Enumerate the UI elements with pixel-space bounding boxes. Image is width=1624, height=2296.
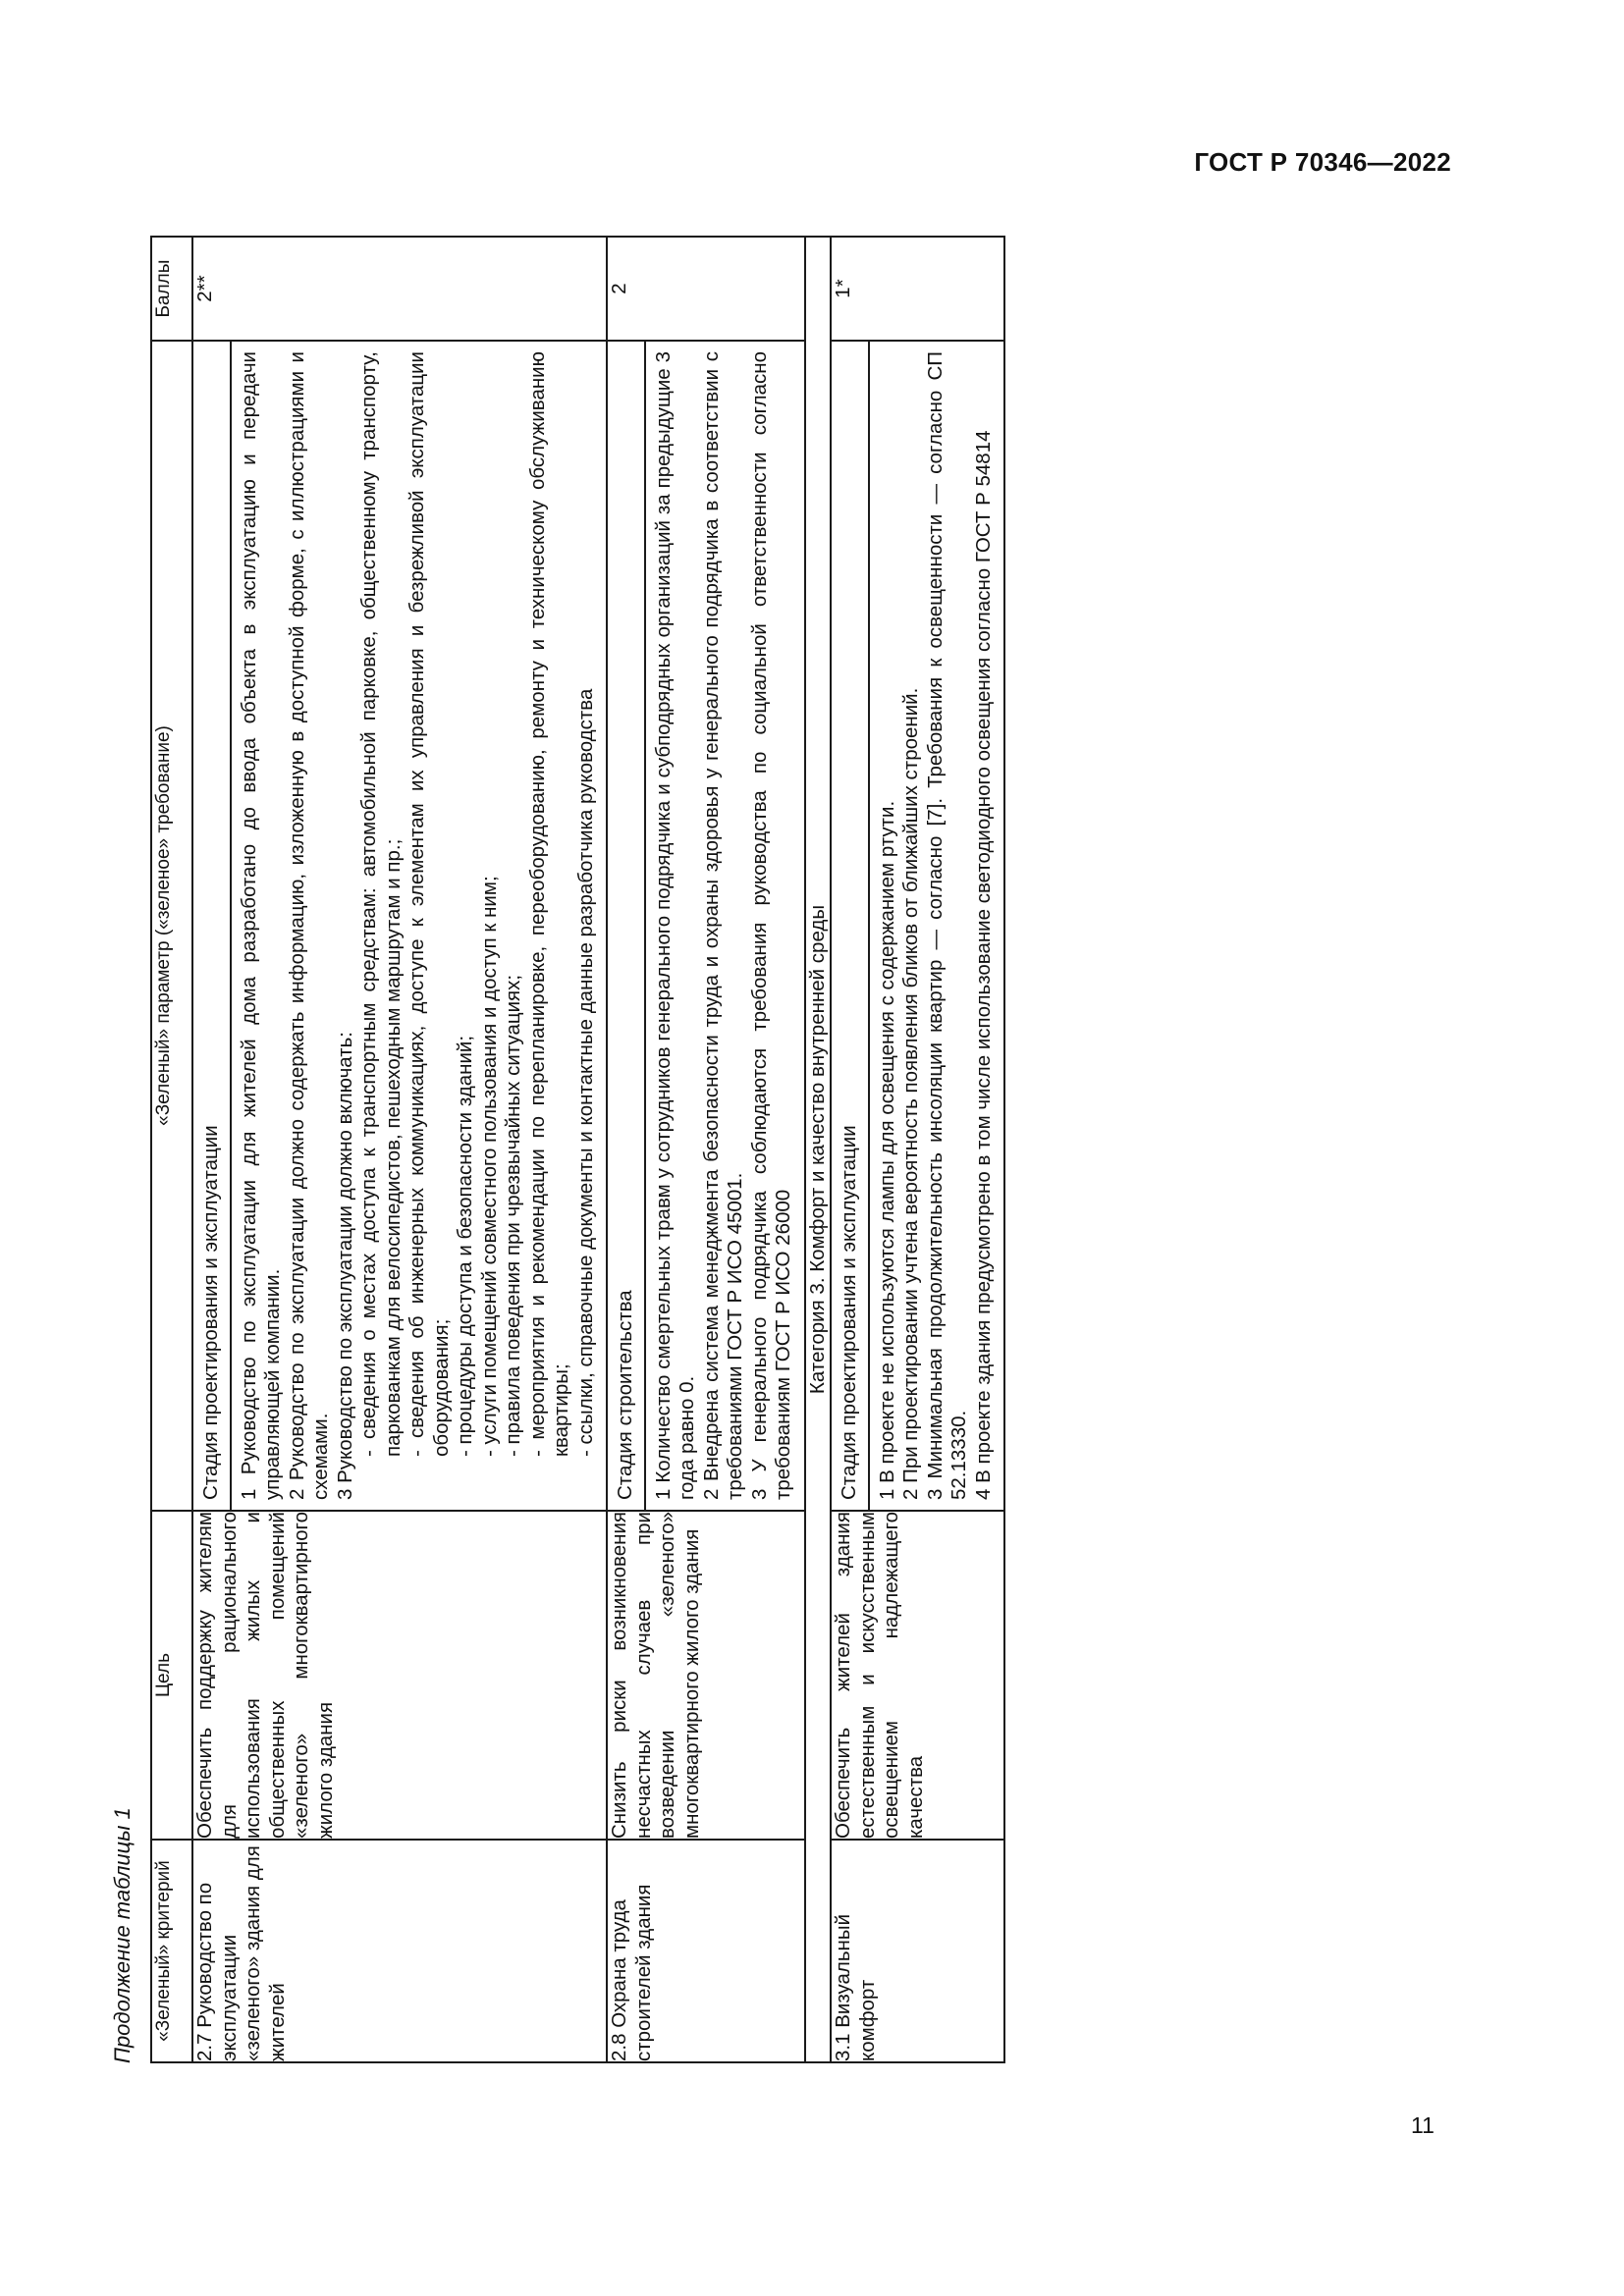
table-row (831, 237, 1004, 2062)
goal-cell (607, 1511, 805, 1840)
requirement-item: 1 В проекте не используются лампы для освещения с содержанием ртути. (875, 800, 898, 1500)
requirements-list (646, 342, 804, 1510)
requirement-item: 3 Руководство по эксплуатации должно включать: (333, 1031, 356, 1500)
stage-label: Стадия строительства (608, 342, 646, 1510)
green-criteria-table (150, 236, 1005, 2063)
table-header-row (151, 237, 192, 2062)
rotated-table-area (105, 236, 1288, 2063)
criterion-cell (831, 1840, 1004, 2062)
requirement-item: 2 Внедрена система менеджмента безопасности труда и охраны здоровья у генерального подрядчика в соответствии с требованиями ГОСТ Р ИСО 45001. (699, 351, 746, 1500)
requirement-subitem: - мероприятия и рекомендации по перепланировке, переоборудованию, ремонту и техническому обслуживанию квартиры; (525, 351, 572, 1457)
stage-label: Стадия проектирования и эксплуатации (832, 342, 870, 1510)
requirement-item: 4 В проекте здания предусмотрено в том числе использование светодиодного освещения согласно ГОСТ Р 54814 (971, 430, 995, 1500)
table-row (607, 237, 805, 2062)
column-header-parameter: «Зеленый» параметр («зеленое» требование) (151, 341, 192, 1511)
goal-text: Снизить риски возникновения несчастных случаев при возведении «зеленого» многоквартирного жилого здания (608, 1512, 703, 1839)
document-id: ГОСТ Р 70346—2022 (1194, 147, 1451, 177)
goal-text: Обеспечить поддержку жителям для рационального использования жилых и общественных помещений «зеленого» многоквартирного жилого здания (193, 1512, 337, 1839)
requirement-item: 1 Руководство по эксплуатации для жителей дома разработано до ввода объекта в эксплуатацию и передачи управляющей компании. (237, 351, 284, 1500)
requirement-item: 3 Минимальная продолжительность инсоляции квартир — согласно [7]. Требования к освещенности — согласно СП 52.13330. (923, 351, 970, 1500)
requirement-subitem: - ссылки, справочные документы и контактные данные разработчика руководства (573, 688, 597, 1457)
column-header-goal: Цель (151, 1511, 192, 1840)
requirement-item: 2 При проектировании учтена вероятность появления бликов от ближайших строений. (899, 687, 922, 1500)
category-row (805, 237, 832, 2062)
requirements-list (870, 342, 1004, 1510)
score-cell: 2** (192, 237, 607, 341)
requirement-item: 3 У генерального подрядчика соблюдаются требования руководства по социальной ответственности согласно требованиям ГОСТ Р ИСО 26000 (747, 351, 794, 1500)
requirement-item: 2 Руководство по эксплуатации должно содержать информацию, изложенную в доступной форме, с иллюстрациями и схемами. (285, 351, 332, 1500)
criterion-text: 2.7 Руководство по эксплуатации «зеленого» здания для жителей (193, 1845, 289, 2061)
table-row (192, 237, 607, 2062)
goal-cell (192, 1511, 607, 1840)
column-header-score: Баллы (151, 237, 192, 341)
requirements-list (232, 342, 607, 1510)
parameter-cell (192, 341, 607, 1511)
table-continuation-label: Продолжение таблицы 1 (110, 1807, 135, 2063)
parameter-cell (831, 341, 1004, 1511)
requirement-subitem: - сведения об инженерных коммуникациях, доступе к элементам их управления и безрежливой эксплуатации оборудования; (406, 351, 453, 1457)
score-cell: 2 (607, 237, 805, 341)
score-cell: 1* (831, 237, 1004, 341)
goal-text: Обеспечить жителей здания естественным и искусственным освещением надлежащего качества (832, 1512, 927, 1839)
criterion-text: 3.1 Визуальный комфорт (832, 1913, 879, 2061)
stage-label: Стадия проектирования и эксплуатации (193, 342, 232, 1510)
requirement-subitem: - процедуры доступа и безопасности зданий; (454, 1035, 476, 1457)
requirement-subitem: - правила поведения при чрезвычайных ситуациях; (502, 974, 524, 1457)
requirement-subitem: - сведения о местах доступа к транспортным средствам: автомобильной парковке, общественному транспорту, паркованкам для велосипедистов, пешеходным маршрутам и пр.; (357, 351, 405, 1457)
requirement-subitem: - услуги помещений совместного пользования и доступ к ним; (477, 876, 501, 1457)
criterion-cell (607, 1840, 805, 2062)
criterion-cell (192, 1840, 607, 2062)
parameter-cell (607, 341, 805, 1511)
criterion-text: 2.8 Охрана труда строителей здания (608, 1884, 655, 2061)
column-header-criterion: «Зеленый» критерий (151, 1840, 192, 2062)
category-heading: Категория 3. Комфорт и качество внутренней среды (805, 237, 832, 2062)
page-number: 11 (1411, 2112, 1435, 2138)
requirement-item: 1 Количество смертельных травм у сотрудников генерального подрядчика и субподрядных организаций за предыдущие 3 года равно 0. (651, 351, 698, 1500)
goal-cell (831, 1511, 1004, 1840)
